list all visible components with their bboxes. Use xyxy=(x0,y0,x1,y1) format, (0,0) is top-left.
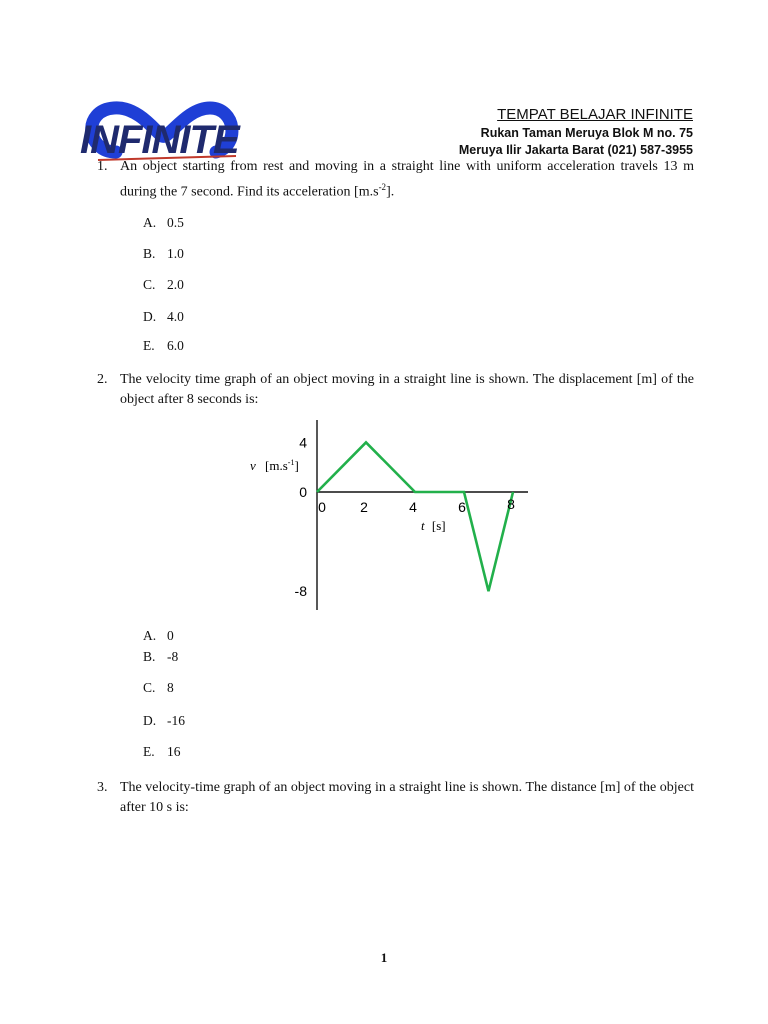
logo-text: INFINITE xyxy=(80,118,239,162)
question-3-text: The velocity-time graph of an object moving in a straight line is shown. The distance [m] of the object after 10 s is: xyxy=(120,780,694,815)
x-tick-label: 8 xyxy=(507,496,515,512)
y-axis-label: v $[m.s^{-1}]$ xyxy=(250,458,299,473)
velocity-time-graph xyxy=(240,420,540,620)
velocity-series-line xyxy=(317,442,513,591)
question-2-text: The velocity time graph of an object moving in a straight line is shown. The displacement [m] of the object after 8 seconds is: xyxy=(120,372,694,407)
x-tick-label: 2 xyxy=(360,499,368,515)
question-1-text: An object starting from rest and moving in a straight line with uniform acceleration travels 13 m during the 7 second. Find its acceleration $[m.s^{-2}]$. xyxy=(120,159,694,200)
x-tick-label: 6 xyxy=(458,499,466,515)
school-title: TEMPAT BELAJAR INFINITE xyxy=(497,106,693,123)
x-tick-label: 4 xyxy=(409,499,417,515)
address-line-2: Meruya Ilir Jakarta Barat (021) 587-3955 xyxy=(458,143,693,157)
page-number: 1 xyxy=(380,950,388,965)
y-tick-label: 0 xyxy=(299,484,307,500)
question-3-number: 3. xyxy=(97,780,108,795)
y-tick-label: 4 xyxy=(299,434,307,451)
infinite-logo xyxy=(76,96,246,166)
x-tick-label: 0 xyxy=(318,499,326,515)
y-tick-label: -8 xyxy=(294,583,307,600)
question-1-number: 1. xyxy=(97,159,108,174)
x-axis-label: t [s] xyxy=(421,518,446,533)
question-2-number: 2. xyxy=(97,372,108,387)
address-line-1: Rukan Taman Meruya Blok M no. 75 xyxy=(480,126,693,140)
